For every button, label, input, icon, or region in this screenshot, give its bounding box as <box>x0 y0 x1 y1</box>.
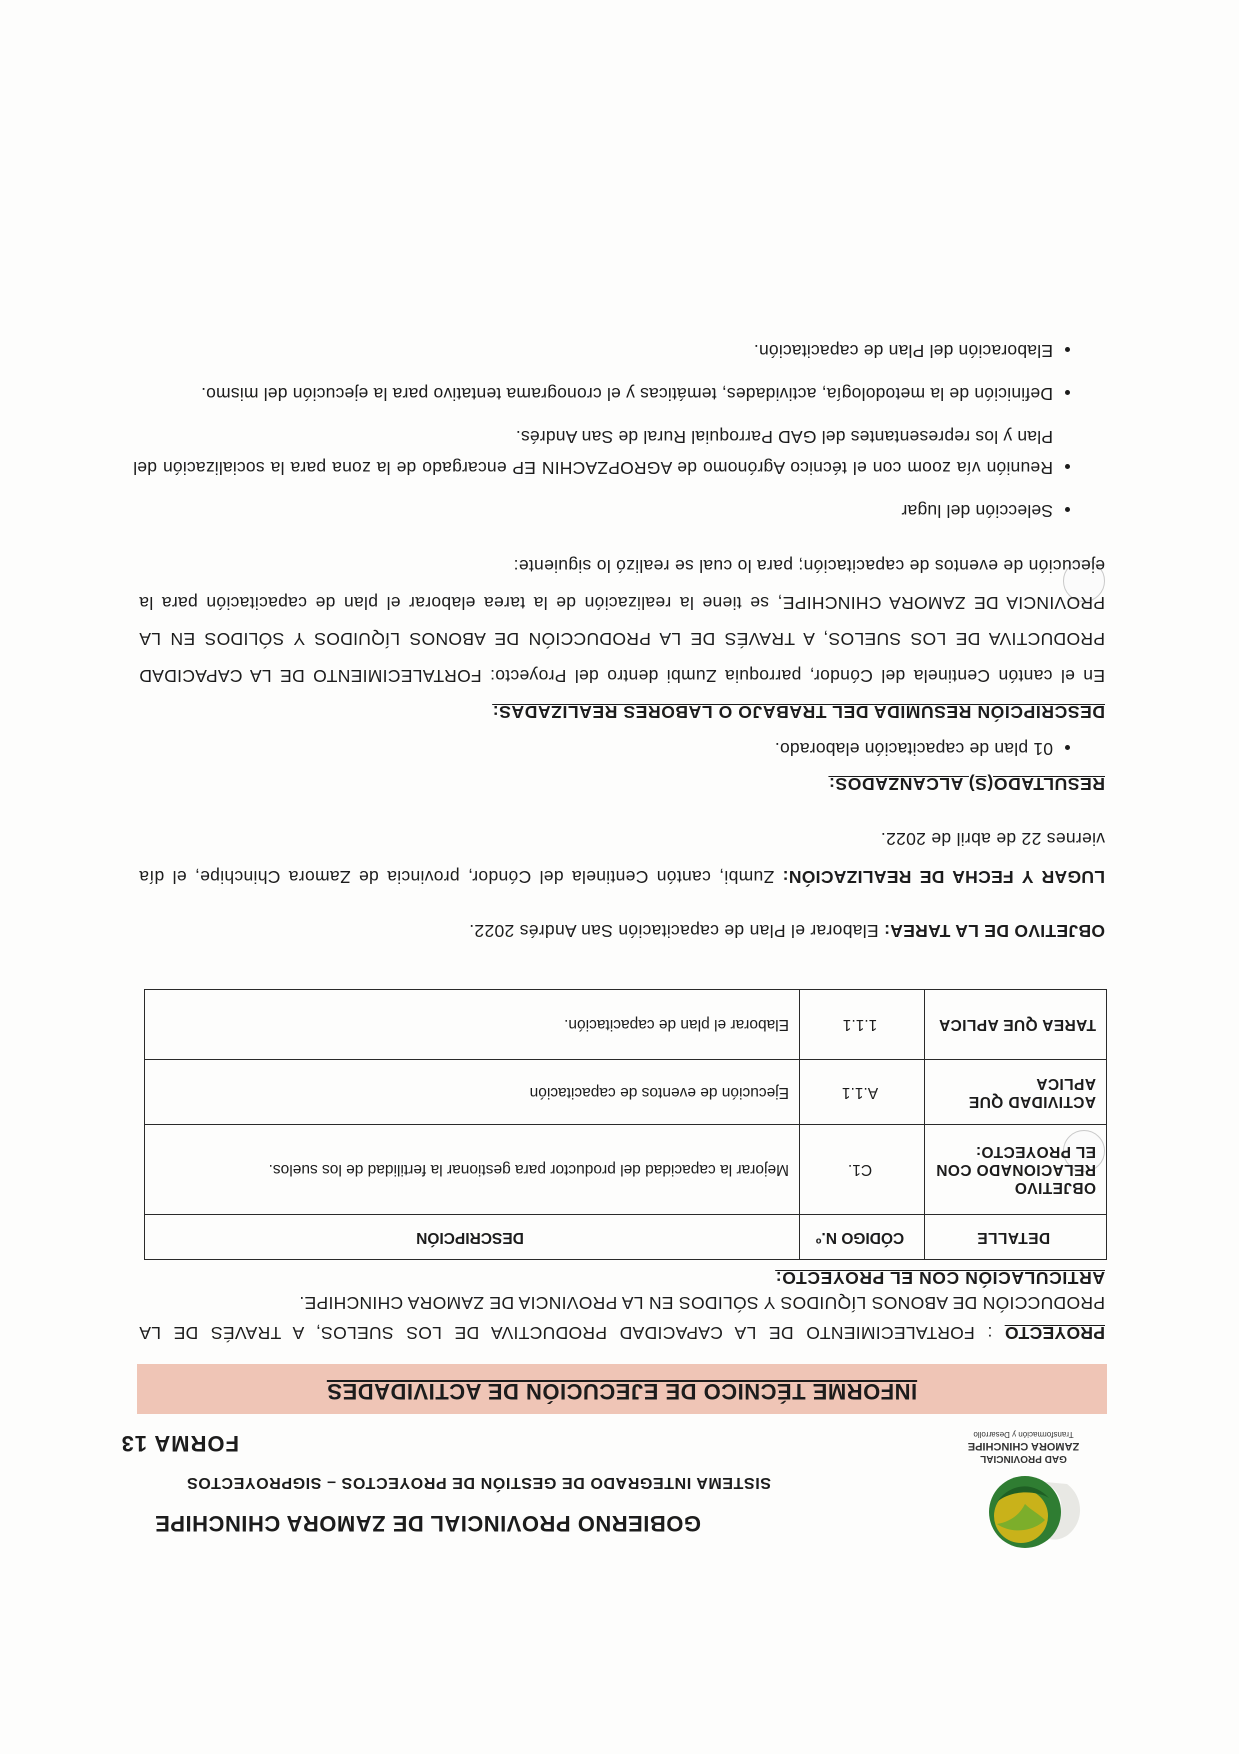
activities-list <box>133 323 1089 526</box>
task-objective-label: OBJETIVO DE LA TAREA: <box>883 921 1105 941</box>
place-date-text: Zumbi, cantón Centinela del Cóndor, provincia de Zamora Chinchipe, el día viernes 22 de abril de 2022. <box>138 829 1105 887</box>
report-title-banner <box>137 1364 1107 1414</box>
list-item: • Elaboración del Plan de capacitación. <box>133 335 1053 366</box>
logo-caption-line2: ZAMORA CHINCHIPE <box>967 1440 1080 1452</box>
row-description: Elaborar el plan de capacitación. <box>145 990 800 1060</box>
header-descripcion: DESCRIPCIÓN <box>145 1215 800 1260</box>
results-heading: RESULTADO(S) ALCANZADOS: <box>828 774 1105 794</box>
header-codigo: CÓDIGO N.º <box>800 1215 925 1260</box>
list-item: • 01 plan de capacitación elaborado. <box>133 733 1053 764</box>
results-list <box>133 721 1089 764</box>
task-objective-text: Elaborar el Plan de capacitación San Andrés 2022. <box>468 921 879 941</box>
row-code: C1. <box>800 1125 925 1215</box>
report-title: INFORME TÉCNICO DE EJECUCIÓN DE ACTIVIDADES <box>326 1379 918 1404</box>
logo-caption-line1: GAD PROVINCIAL <box>980 1453 1067 1464</box>
header-detalle: DETALLE <box>925 1215 1107 1260</box>
task-objective-paragraph <box>139 916 1105 946</box>
table-row <box>145 1125 1107 1215</box>
row-code: A.1.1 <box>800 1060 925 1125</box>
row-detail: OBJETIVO RELACIONADO CON EL PROYECTO: <box>925 1125 1107 1215</box>
list-item: • Definición de la metodología, actividades, temáticas y el cronograma tentativo para la ejecución del mismo. <box>133 378 1053 409</box>
project-paragraph <box>139 1288 1105 1348</box>
row-detail: TAREA QUE APLICA <box>925 990 1107 1060</box>
system-title: SISTEMA INTEGRADO DE GESTIÓN DE PROYECTOS – SIGPROYECTOS <box>186 1474 771 1491</box>
list-item: • Reunión vía zoom con el técnico Agrónomo de AGROPZACHIN EP encargado de la zona para la socialización del Plan y los representantes del GAD Parroquial Rural de San Andrés. <box>133 421 1053 483</box>
articulation-heading: ARTICULACIÓN CON EL PROYECTO: <box>775 1268 1105 1288</box>
project-label: PROYECTO <box>1004 1323 1105 1343</box>
logo-caption-line3: Transformación y Desarrollo <box>973 1430 1074 1439</box>
form-number: FORMA 13 <box>120 1431 239 1456</box>
place-date-label: LUGAR Y FECHA DE REALIZACIÓN: <box>782 867 1105 887</box>
project-text: : FORTALECIMIENTO DE LA CAPACIDAD PRODUCTIVA DE LOS SUELOS, A TRAVÉS DE LA PRODUCCIÓN DE ABONOS LÍQUIDOS Y SÓLIDOS EN LA PROVINCIA DE ZAMORA CHINCHIPE. <box>139 1293 1105 1343</box>
place-date-paragraph <box>139 820 1105 896</box>
table-header-row <box>145 1215 1107 1260</box>
row-description: Mejorar la capacidad del productor para gestionar la fertilidad de los suelos. <box>145 1125 800 1215</box>
row-description: Ejecución de eventos de capacitación <box>145 1060 800 1125</box>
list-item: • Selección del lugar <box>133 495 1053 526</box>
gad-zamora-chinchipe-logo <box>969 1464 1089 1560</box>
row-detail: ACTIVIDAD QUE APLICA <box>925 1060 1107 1125</box>
description-heading: DESCRIPCIÓN RESUMIDA DEL TRABAJO O LABORES REALIZADAS: <box>492 702 1105 722</box>
row-code: 1.1.1 <box>800 990 925 1060</box>
organization-title: GOBIERNO PROVINCIAL DE ZAMORA CHINCHIPE <box>154 1511 701 1536</box>
description-paragraph: En el cantón Centinela del Cóndor, parroquia Zumbi dentro del Proyecto: FORTALECIMIENTO DE LA CAPACIDAD PRODUCTIVA DE LOS SUELOS, A TRAVÉS DE LA PRODUCCIÓN DE ABONOS LÍQUIDOS Y SÓLIDOS EN LA PROVINCIA DE ZAMORA CHINCHIPE, se tiene la realización de la tarea elaborar el plan de capacitación para la ejecución de eventos de capacitación; para lo cual se realizó lo siguiente: <box>139 556 1105 686</box>
table-row <box>145 990 1107 1060</box>
table-row <box>145 1060 1107 1125</box>
articulation-table <box>144 989 1107 1260</box>
